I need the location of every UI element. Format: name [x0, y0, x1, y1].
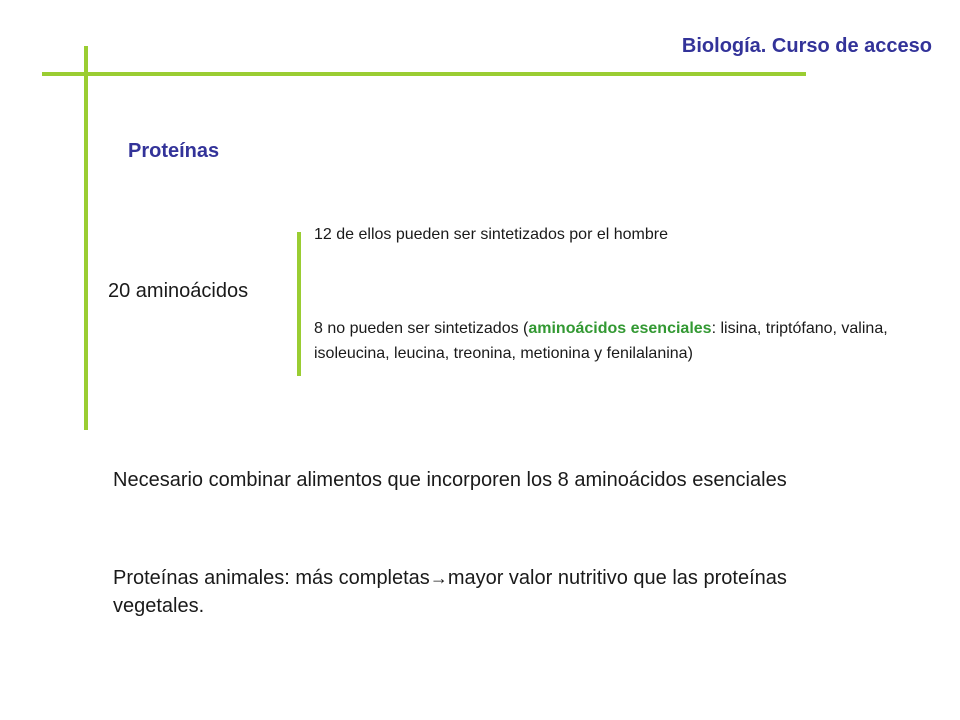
branch-essential-pre: 8 no pueden ser sintetizados ( [314, 320, 529, 337]
branch-bracket [297, 232, 301, 376]
section-title: Proteínas [128, 140, 220, 162]
paragraph-animal-proteins [113, 564, 833, 620]
arrow-right-icon: → [429, 568, 448, 588]
course-title: Biología. Curso de acceso [681, 35, 932, 57]
left-vertical-rule [84, 46, 88, 430]
paragraph-combine-foods: Necesario combinar alimentos que incorporen los 8 aminoácidos esenciales [113, 469, 787, 491]
branch-synthesizable: 12 de ellos pueden ser sintetizados por el hombre [314, 226, 668, 243]
paragraph-animal-proteins-post: mayor valor nutritivo que las proteínas vegetales. [113, 567, 787, 617]
branch-essential [314, 316, 934, 366]
essential-highlight: aminoácidos esenciales [528, 320, 712, 337]
amino-acid-count: 20 aminoácidos [108, 280, 249, 302]
branch-essential-post: : lisina, triptófano, valina, isoleucina, leucina, treonina, metionina y fenilalanina) [314, 320, 888, 362]
header-rule [42, 72, 806, 76]
paragraph-animal-proteins-pre: Proteínas animales: más completas [113, 567, 430, 589]
